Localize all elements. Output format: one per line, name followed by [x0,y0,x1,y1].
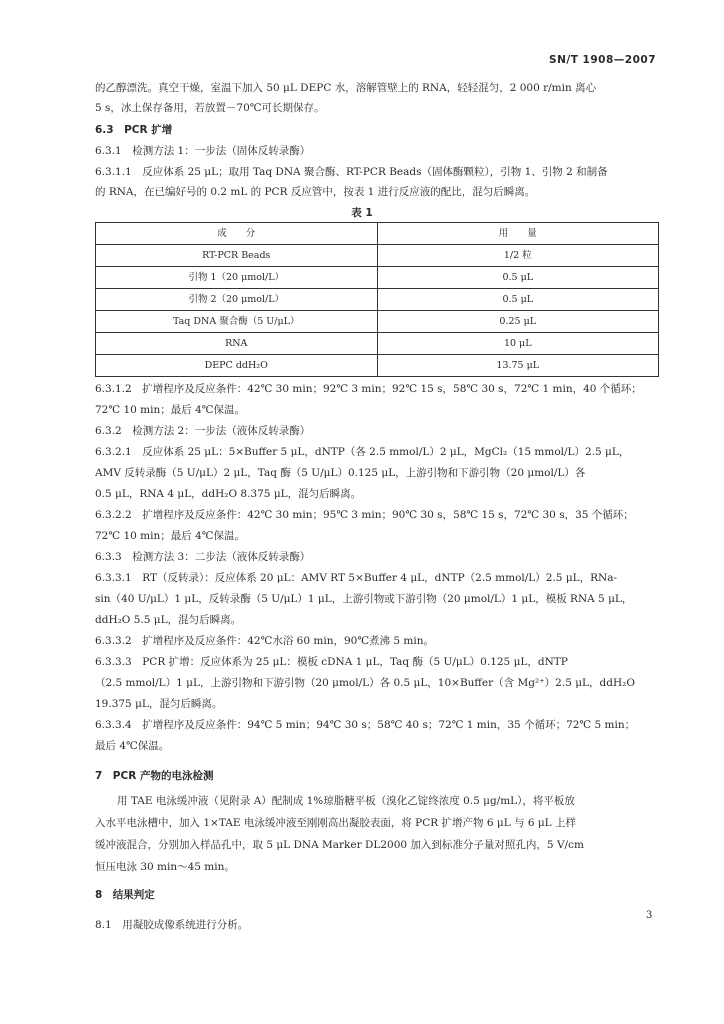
table-cell: RT-PCR Beads [96,245,378,267]
body-line: 8.1 用凝胶成像系统进行分析。 [95,919,249,931]
body-line: 72℃ 10 min；最后 4℃保温。 [95,404,245,416]
table-header-cell: 成 分 [96,223,378,245]
table-row [96,333,659,355]
body-line: 5 s，冰上保存备用，若放置－70℃可长期保存。 [95,102,325,114]
table-row [96,355,659,377]
table-row [96,311,659,333]
body-line: 6.3.3.1 RT（反转录）：反应体系 20 μL：AMV RT 5×Buffer 4 μL，dNTP（2.5 mmol/L）2.5 μL，RNa- [95,572,618,584]
table-cell: 10 μL [377,333,659,355]
body-line: 6.3.2.1 反应体系 25 μL：5×Buffer 5 μL，dNTP（各 2.5 mmol/L）2 μL，MgCl₂（15 mmol/L）2.5 μL， [95,446,630,458]
table-cell: 13.75 μL [377,355,659,377]
table-cell: DEPC ddH₂O [96,355,378,377]
table-row [96,245,659,267]
body-line: 的 RNA，在已编好号的 0.2 mL 的 PCR 反应管中，按表 1 进行反应液的配比，混匀后瞬离。 [95,186,536,198]
section-heading: 6.3 PCR 扩增 [95,124,173,136]
body-line: 6.3.1.2 扩增程序及反应条件：42℃ 30 min；92℃ 3 min；92℃ 15 s，58℃ 30 s，72℃ 1 min，40 个循环； [95,383,642,395]
body-line: 缓冲液混合，分别加入样品孔中，取 5 μL DNA Marker DL2000 加入到标准分子量对照孔内，5 V/cm [95,839,584,851]
section-heading: 8 结果判定 [95,889,155,901]
body-line: 6.3.1.1 反应体系 25 μL；取用 Taq DNA 聚合酶、RT-PCR Beads（固体酶颗粒），引物 1、引物 2 和制备 [95,166,608,178]
body-line: 6.3.2 检测方法 2：一步法（液体反转录酶） [95,425,311,437]
reagent-table [95,222,659,377]
body-line: 6.3.3.4 扩增程序及反应条件：94℃ 5 min；94℃ 30 s；58℃ 40 s；72℃ 1 min，35 个循环；72℃ 5 min； [95,719,636,731]
page-number: 3 [646,910,653,921]
body-line: 6.3.3 检测方法 3：二步法（液体反转录酶） [95,551,311,563]
body-line: ddH₂O 5.5 μL，混匀后瞬离。 [95,614,242,626]
body-line: 6.3.3.3 PCR 扩增：反应体系为 25 μL：模板 cDNA 1 μL，Taq 酶（5 U/μL）0.125 μL，dNTP [95,656,568,668]
body-line: （2.5 mmol/L）1 μL，上游引物和下游引物（20 μmol/L）各 0.5 μL，10×Buffer（含 Mg²⁺）2.5 μL，ddH₂O [95,677,635,689]
body-line: 最后 4℃保温。 [95,740,170,752]
body-line: 入水平电泳槽中，加入 1×TAE 电泳缓冲液至刚刚高出凝胶表面，将 PCR 扩增产物 6 μL 与 6 μL 上样 [95,817,576,829]
table-row [96,289,659,311]
table-cell: 1/2 粒 [377,245,659,267]
body-line: AMV 反转录酶（5 U/μL）2 μL，Taq 酶（5 U/μL）0.125 μL，上游引物和下游引物（20 μmol/L）各 [95,467,586,479]
body-line: 72℃ 10 min；最后 4℃保温。 [95,530,245,542]
body-line: 的乙醇漂洗。真空干燥，室温下加入 50 μL DEPC 水，溶解管壁上的 RNA，轻轻混匀，2 000 r/min 离心 [95,82,597,94]
table-cell: Taq DNA 聚合酶（5 U/μL） [96,311,378,333]
table-cell: 0.5 μL [377,267,659,289]
table-row [96,267,659,289]
body-line: 恒压电泳 30 min～45 min。 [95,861,235,873]
body-line: 19.375 μL，混匀后瞬离。 [95,698,223,710]
table-header-row [96,223,659,245]
table-cell: 0.5 μL [377,289,659,311]
table-cell: RNA [96,333,378,355]
body-line: 6.3.3.2 扩增程序及反应条件：42℃水浴 60 min，90℃煮沸 5 min。 [95,635,434,647]
table-cell: 引物 2（20 μmol/L） [96,289,378,311]
body-line: 6.3.2.2 扩增程序及反应条件：42℃ 30 min；95℃ 3 min；90℃ 30 s，58℃ 15 s，72℃ 30 s，35 个循环； [95,509,634,521]
standard-code: SN/T 1908—2007 [549,54,656,66]
section-heading: 7 PCR 产物的电泳检测 [95,770,214,782]
table-cell: 0.25 μL [377,311,659,333]
body-line: 用 TAE 电泳缓冲液（见附录 A）配制成 1%琼脂糖平板（溴化乙锭终浓度 0.5 μg/mL），将平板放 [117,795,575,807]
table-cell: 引物 1（20 μmol/L） [96,267,378,289]
table-header-cell: 用 量 [377,223,659,245]
body-line: 0.5 μL，RNA 4 μL，ddH₂O 8.375 μL，混匀后瞬离。 [95,488,362,500]
body-line: 6.3.1 检测方法 1：一步法（固体反转录酶） [95,145,311,157]
body-line: sin（40 U/μL）1 μL，反转录酶（5 U/μL）1 μL，上游引物或下游引物（20 μmol/L）1 μL，模板 RNA 5 μL， [95,593,633,605]
table-caption: 表 1 [351,207,373,219]
